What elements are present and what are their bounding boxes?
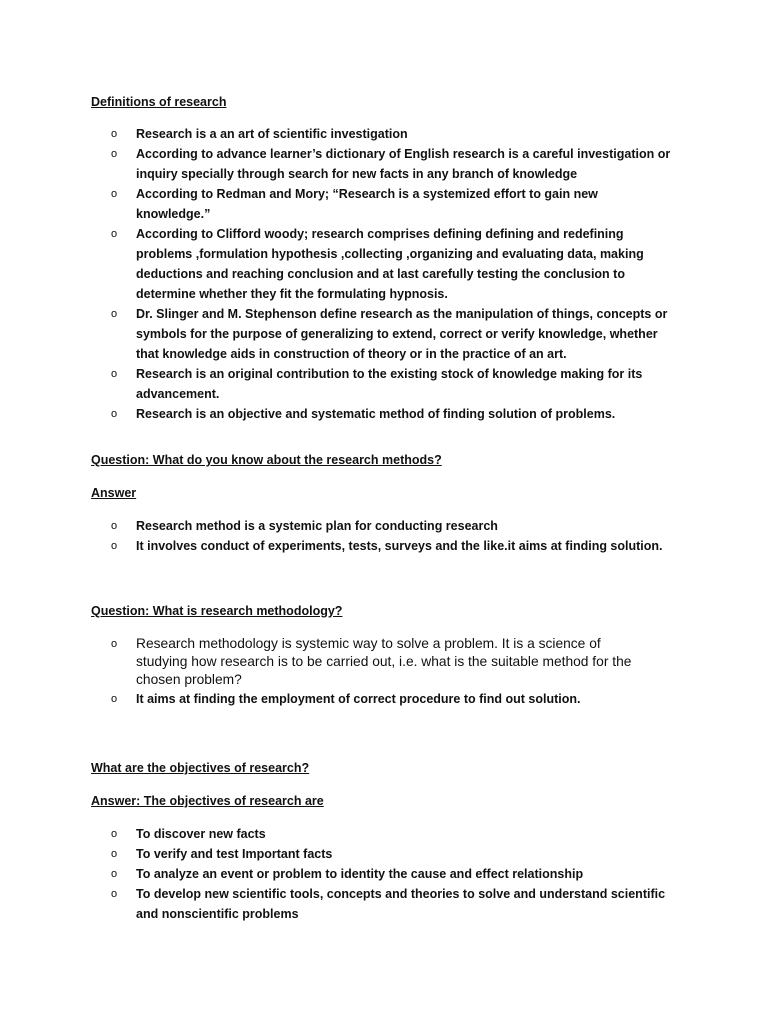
bullet-icon: o	[111, 148, 118, 160]
bullet-icon: o	[111, 368, 118, 380]
methods-answer-heading: Answer	[91, 486, 137, 500]
list-item: o According to Redman and Mory; “Research is a systemized effort to gain new knowledge.”	[111, 184, 671, 224]
list-item: o Research is an original contribution to the existing stock of knowledge making for its advancement.	[111, 364, 671, 404]
definitions-heading: Definitions of research	[91, 95, 227, 109]
bullet-icon: o	[111, 693, 118, 705]
list-item: o Research method is a systemic plan for conducting research	[111, 516, 671, 536]
list-item: o According to advance learner’s dictionary of English research is a careful investigation or inquiry specially through search for new facts in any branch of knowledge	[111, 144, 671, 184]
definitions-list	[111, 124, 671, 424]
bullet-icon: o	[111, 188, 118, 200]
bullet-icon: o	[111, 128, 118, 140]
list-item: o To develop new scientific tools, concepts and theories to solve and understand scientific and nonscientific problems	[111, 884, 671, 924]
list-item: o Research is a an art of scientific investigation	[111, 124, 671, 144]
list-item: o According to Clifford woody; research comprises defining defining and redefining problems ,formulation hypothesis ,collecting ,organizing and evaluating data, making deductions and reaching conclusion and at last carefully testing the conclusion to determine whether they fit the formulating hypnosis.	[111, 224, 671, 304]
bullet-icon: o	[111, 868, 118, 880]
list-item: o To analyze an event or problem to identity the cause and effect relationship	[111, 864, 671, 884]
objectives-answer-heading: Answer: The objectives of research are	[91, 794, 324, 808]
bullet-icon: o	[111, 888, 118, 900]
list-item: o Dr. Slinger and M. Stephenson define research as the manipulation of things, concepts or symbols for the purpose of generalizing to extend, correct or verify knowledge, whether that knowledge aids in construction of theory or in the practice of an art.	[111, 304, 671, 364]
bullet-icon: o	[111, 638, 118, 650]
bullet-icon: o	[111, 848, 118, 860]
list-item: o It involves conduct of experiments, tests, surveys and the like.it aims at finding solution.	[111, 536, 671, 556]
methods-list	[111, 516, 671, 556]
bullet-icon: o	[111, 828, 118, 840]
bullet-icon: o	[111, 228, 118, 240]
list-item: o Research is an objective and systematic method of finding solution of problems.	[111, 404, 671, 424]
objectives-question-heading: What are the objectives of research?	[91, 761, 310, 775]
bullet-icon: o	[111, 408, 118, 420]
list-item: o To discover new facts	[111, 824, 671, 844]
methodology-question-heading: Question: What is research methodology?	[91, 604, 343, 618]
list-item: o To verify and test Important facts	[111, 844, 671, 864]
methods-question-heading: Question: What do you know about the research methods?	[91, 453, 442, 467]
list-item: o It aims at finding the employment of correct procedure to find out solution.	[111, 689, 651, 709]
bullet-icon: o	[111, 308, 118, 320]
list-item: o Research methodology is systemic way to solve a problem. It is a science of studying how research is to be carried out, i.e. what is the suitable method for the chosen problem?	[111, 636, 632, 687]
bullet-icon: o	[111, 520, 118, 532]
methodology-list	[111, 633, 651, 709]
bullet-icon: o	[111, 540, 118, 552]
objectives-list	[111, 824, 671, 924]
